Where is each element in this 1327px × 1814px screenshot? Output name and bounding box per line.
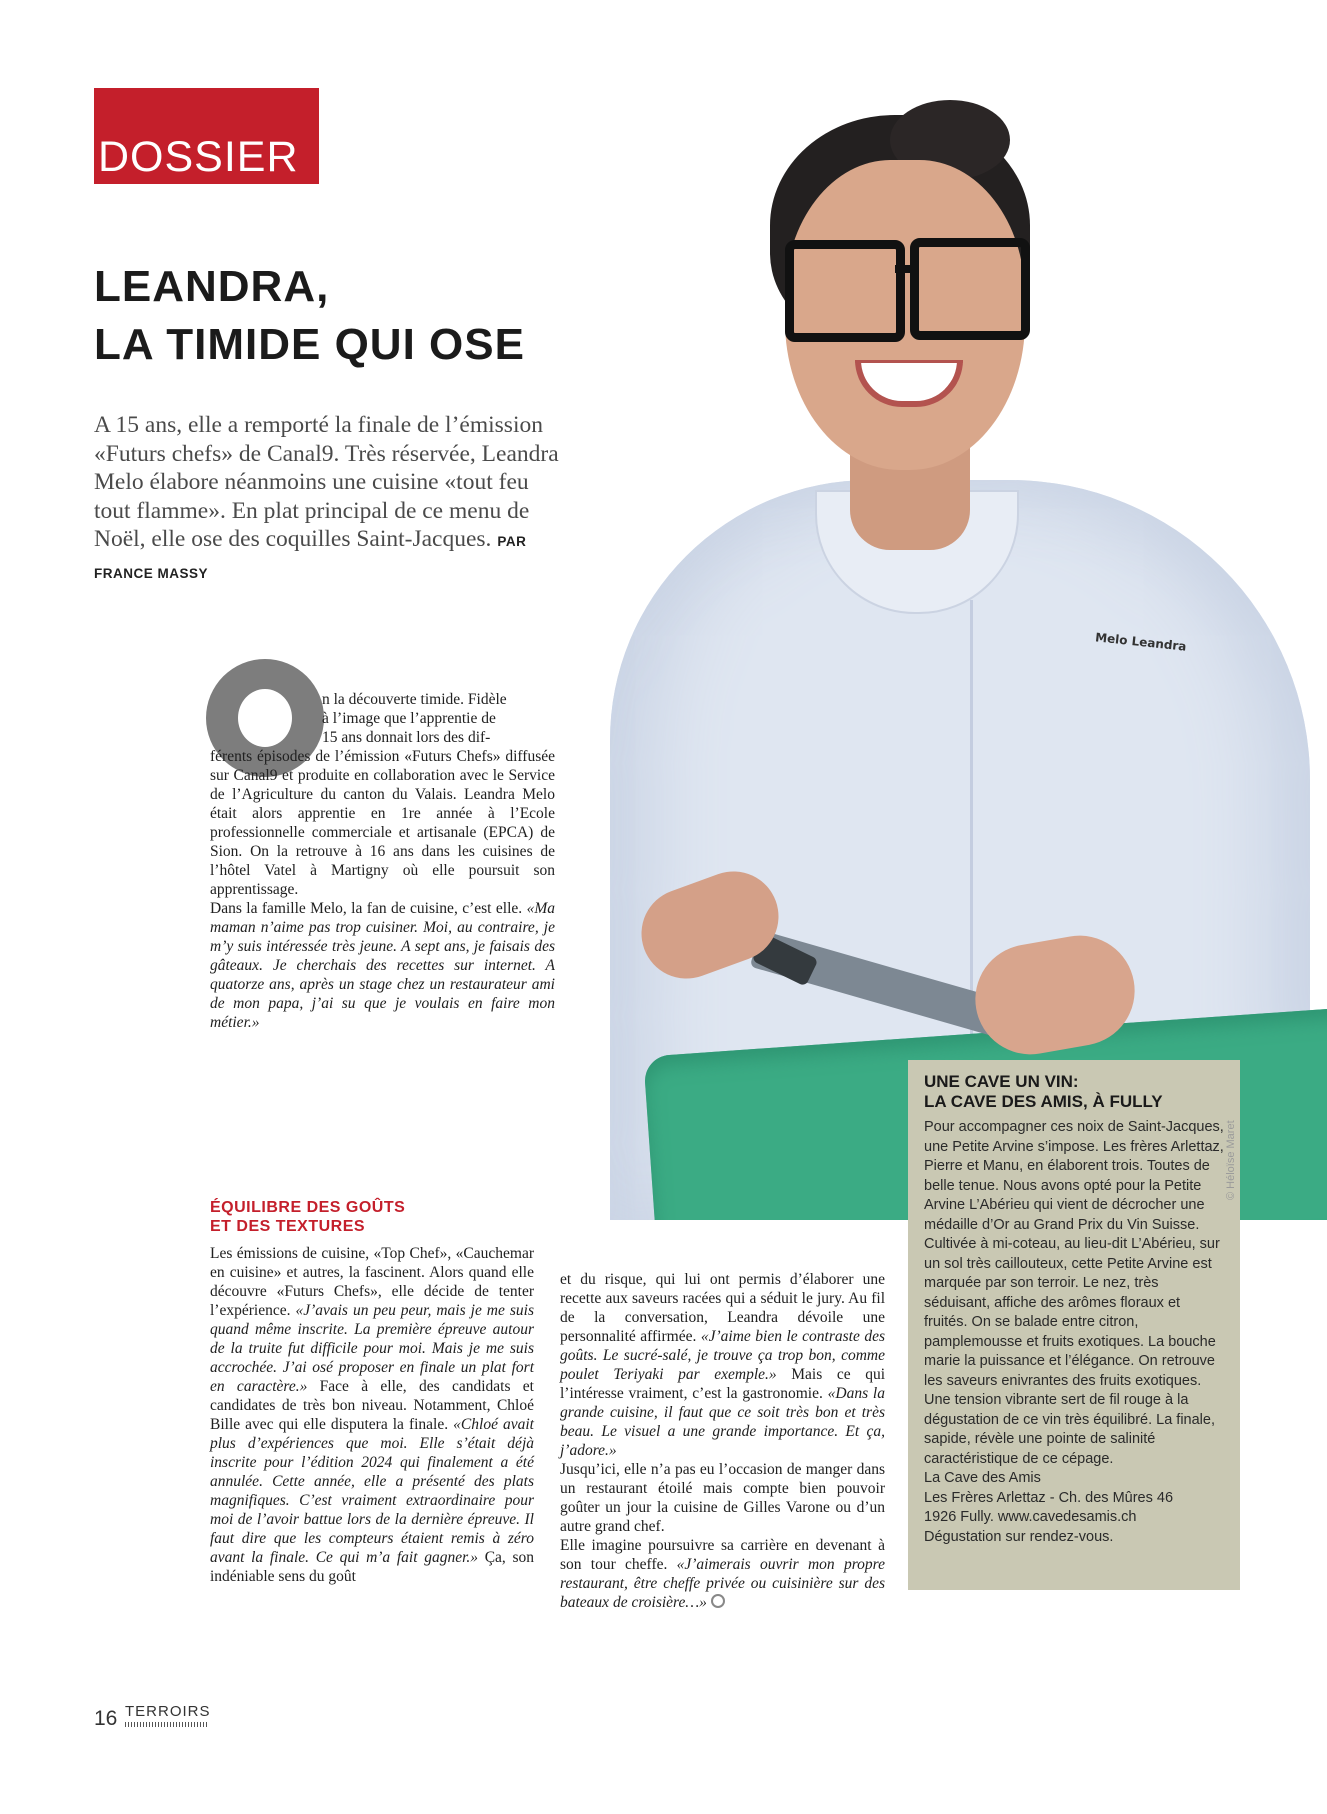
intro-line-1: n la découverte timide. Fidèle — [322, 691, 507, 708]
sidebar-text: Pour accompagner ces noix de Saint-Jacques, une Petite Arvine s’impose. Les frères Arlettaz, Pierre et Manu, en élaborent trois. Toutes de belle tenue. Nous avons opté pour la Petite Arvine L’Abérieu qui vient de décrocher une médaille d’Or au Grand Prix du Vin Suisse. Cultivée à mi-coteau, au lieu-dit L’Abérieu, sur un sol très caillouteux, cette Petite Arvine est marquée par son terroir. Le nez, très séduisant, affiche des arômes floraux et fruités. On se balade entre citron, pamplemousse et fruits exotiques. La bouche marie la puissance et l’élégance. On retrouve les saveurs enivrantes des fruits exotiques. Une tension vibrante sert de fil rouge à la dégustation de ce vin très équilibré. La finale, sapide, révèle une pointe de salinité caractéristique de ce cépage. — [924, 1119, 1224, 1467]
intro-line-2: à l’image que l’apprentie de — [322, 710, 496, 727]
quote-1: «Ma maman n’aime pas trop cuisiner. Moi, au contraire, je m’y suis intéressée très jeune. A sept ans, je faisais des gâteaux. Je cherchais des recettes sur internet. A quatorze ans, après un stage chez un restaurateur ami de mon papa, j’ai su que je voulais en faire mon métier.» — [210, 900, 555, 1031]
sidebar-address-1: La Cave des Amis — [924, 1470, 1041, 1486]
glasses — [785, 240, 905, 342]
intro-line-3: 15 ans donnait lors des dif- — [322, 729, 491, 746]
jacket-embroidery: Melo Leandra — [1094, 630, 1188, 654]
article-column-1-bottom — [210, 1244, 534, 1586]
wine-sidebar — [908, 1060, 1240, 1590]
quote-3: «Chloé avait plus d’expériences que moi. Elle s’était déjà inscrite pour l’édition 2024 qui finalement a été annulée. Cette année, elle a présenté des plats magnifiques. C’est vraiment extraordinaire pour moi de l’avoir battue lors de la dernière épreuve. Il faut dire que les compteurs étaient remis à zéro avant la finale. Ce qui m’a fait gagner.» — [210, 1416, 534, 1566]
quote-5: «Dans la grande cuisine, il faut que ce soit très bon et très beau. Le visuel a une grande importance. Et ça, j’adore.» — [560, 1385, 885, 1459]
lead-text: A 15 ans, elle a remporté la finale de l’émission «Futurs chefs» de Canal9. Très réservée, Leandra Melo élabore néanmoins une cuisine «tout feu tout flamme». En plat principal de ce menu de Noël, elle ose des coquilles Saint-Jacques. — [94, 412, 559, 552]
subheading-line-1: ÉQUILIBRE DES GOÛTS — [210, 1199, 406, 1216]
col2-text-b: Mais ce qui l’intéresse vraiment, c’est la gastronomie. — [560, 1366, 885, 1402]
page-number: 16 — [94, 1707, 118, 1730]
sidebar-address-2: Les Frères Arlettaz - Ch. des Mûres 46 — [924, 1489, 1174, 1506]
headline-line-1: LEANDRA, — [94, 262, 330, 311]
byline: PAR FRANCE MASSY — [94, 534, 527, 581]
sidebar-address-3: 1926 Fully. www.cavedesamis.ch — [924, 1509, 1137, 1525]
portrait-photo — [570, 60, 1327, 1220]
sidebar-title-line-1: UNE CAVE UN VIN: — [924, 1072, 1079, 1091]
article-column-2 — [560, 1270, 885, 1612]
headline-line-2: LA TIMIDE QUI OSE — [94, 320, 525, 369]
headline — [94, 258, 654, 374]
sidebar-address-4: Dégustation sur rendez-vous. — [924, 1528, 1114, 1545]
article-column-1-top — [210, 690, 555, 1032]
col2-paragraph-2: Jusqu’ici, elle n’a pas eu l’occasion de manger dans un restaurant étoilé mais compte bien pouvoir goûter un jour la cuisine de Gilles Varone ou d’un autre grand chef. — [560, 1461, 885, 1535]
sidebar-title — [924, 1072, 1226, 1112]
subheading-line-2: ET DES TEXTURES — [210, 1218, 366, 1235]
subheading — [210, 1198, 555, 1236]
photo-credit: © Héloïse Maret — [1225, 1120, 1237, 1200]
col2-paragraph-3: Elle imagine poursuivre sa carrière en devenant à son tour cheffe. — [560, 1537, 885, 1573]
magazine-name: TERROIRS — [125, 1703, 211, 1720]
quote-2: «J’avais un peu peur, mais je me suis quand même inscrite. La première épreuve autour de la truite fut difficile pour moi. Mais je me suis accrochée. J’ai osé proposer en finale un plat fort en caractère.» — [210, 1302, 534, 1395]
paragraph-3a: Les émissions de cuisine, «Top Chef», «Cauchemar en cuisine» et autres, la fascinent. Alors quand elle découvre «Futurs Chefs», elle décide de tenter l’expérience. — [210, 1245, 534, 1319]
sidebar-body — [924, 1118, 1226, 1547]
end-mark-icon — [711, 1594, 725, 1608]
magazine-rule — [125, 1722, 209, 1727]
paragraph-1: férents épisodes de l’émission «Futurs Chefs» diffusée sur Canal9 et produite en collaboration avec le Service de l’Agriculture du canton du Valais. Leandra Melo était alors apprentie en 1re année à l’Ecole professionnelle commerciale et artisanale (EPCA) de Sion. On la retrouve à 16 ans dans les cuisines de l’hôtel Vatel à Martigny où elle poursuit son apprentissage. — [210, 748, 555, 898]
lead-paragraph — [94, 411, 569, 588]
col2-text-a: et du risque, qui lui ont permis d’élaborer une recette aux saveurs racées qui a séduit le jury. Au fil de la conversation, Leandra dévoile une personnalité affirmée. — [560, 1271, 885, 1345]
paragraph-2: Dans la famille Melo, la fan de cuisine, c’est elle. — [210, 900, 527, 917]
section-tag — [94, 88, 319, 184]
sidebar-title-line-2: LA CAVE DES AMIS, À FULLY — [924, 1092, 1163, 1111]
quote-4: «J’aime bien le contraste des goûts. Le sucré-salé, je trouve ça trop bon, comme poulet Teriyaki par exemple.» — [560, 1328, 885, 1383]
paragraph-3b: Face à elle, des candidats et candidates de très bon niveau. Notamment, Chloé Bille avec qui elle disputera la finale. — [210, 1378, 534, 1433]
quote-6: «J’aimerais ouvrir mon propre restaurant, être cheffe privée ou cuisinière sur des bateaux de croisière…» — [560, 1556, 885, 1611]
section-tag-label: DOSSIER — [98, 133, 299, 181]
paragraph-3c: Ça, son indéniable sens du goût — [210, 1549, 534, 1585]
